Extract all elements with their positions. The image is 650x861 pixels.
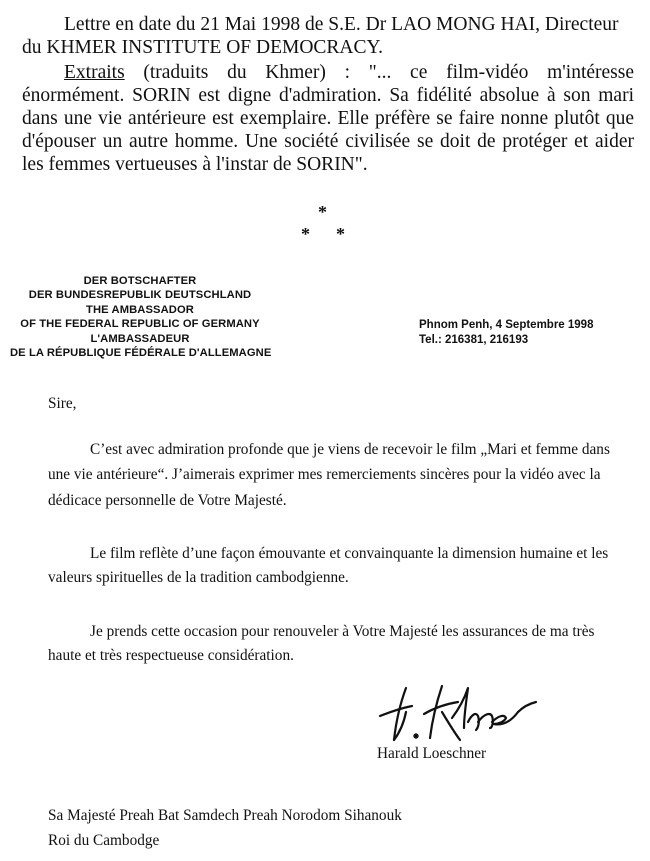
extract-label: Extraits — [64, 62, 125, 83]
paragraph-3-line-1: Je prends cette occasion pour renouveler à Votre Majesté les assurances de ma très — [90, 623, 595, 640]
extract-line-2: énormément. SORIN est digne d'admiration. Sa fidélité absolue à son mari — [22, 85, 634, 106]
letterhead-line-5: L'AMBASSADEUR — [90, 333, 190, 345]
extract-line-3: dans une vie antérieure est exemplaire. Elle préfère se faire nonne plutôt que — [22, 108, 634, 129]
extract-line-5: les femmes vertueuses à l'instar de SORIN". — [22, 154, 368, 175]
handwritten-signature — [372, 682, 542, 746]
paragraph-1-line-3: dédicace personnelle de Votre Majesté. — [48, 492, 287, 509]
recipient-line-2: Roi du Cambodge — [48, 832, 160, 849]
extract-intro-line-1: Lettre en date du 21 Mai 1998 de S.E. Dr LAO MONG HAI, Directeur — [64, 14, 619, 35]
letterhead-line-4: OF THE FEDERAL REPUBLIC OF GERMANY — [20, 318, 260, 330]
salutation: Sire, — [48, 395, 77, 412]
separator-star-left: * — [301, 224, 310, 244]
letterhead-line-6: DE LA RÉPUBLIQUE FÉDÉRALE D'ALLEMAGNE — [10, 347, 272, 359]
paragraph-1-line-1: C’est avec admiration profonde que je viens de recevoir le film „Mari et femme dans — [90, 441, 610, 458]
letterhead-line-3: THE AMBASSADOR — [86, 304, 194, 316]
telephone: Tel.: 216381, 216193 — [419, 334, 529, 346]
extract-line-1 — [64, 62, 634, 84]
separator-star-top: * — [318, 202, 327, 222]
paragraph-2-line-2: valeurs spirituelles de la tradition cambodgienne. — [48, 569, 349, 586]
paragraph-1-line-2: une vie antérieure“. J’aimerais exprimer mes remerciements sincères pour la vidéo avec la — [48, 466, 601, 483]
place-date: Phnom Penh, 4 Septembre 1998 — [419, 319, 594, 331]
recipient-line-1: Sa Majesté Preah Bat Samdech Preah Norodom Sihanouk — [48, 807, 402, 824]
paragraph-2-line-1: Le film reflète d’une façon émouvante et convainquante la dimension humaine et les — [90, 545, 609, 562]
letterhead-line-2: DER BUNDESREPUBLIK DEUTSCHLAND — [28, 289, 252, 301]
extract-line-4: d'épouser un autre homme. Une société civilisée se doit de protéger et aider — [22, 131, 634, 152]
extract-line-1-rest: (traduits du Khmer) : "... ce film-vidéo m'intéresse — [143, 62, 635, 83]
paragraph-3-line-2: haute et très respectueuse considération. — [48, 647, 294, 664]
extract-intro-line-2: du KHMER INSTITUTE OF DEMOCRACY. — [22, 37, 383, 58]
letterhead-line-1: DER BOTSCHAFTER — [83, 275, 197, 287]
signatory-name: Harald Loeschner — [377, 745, 487, 762]
separator-star-right: * — [336, 224, 345, 244]
